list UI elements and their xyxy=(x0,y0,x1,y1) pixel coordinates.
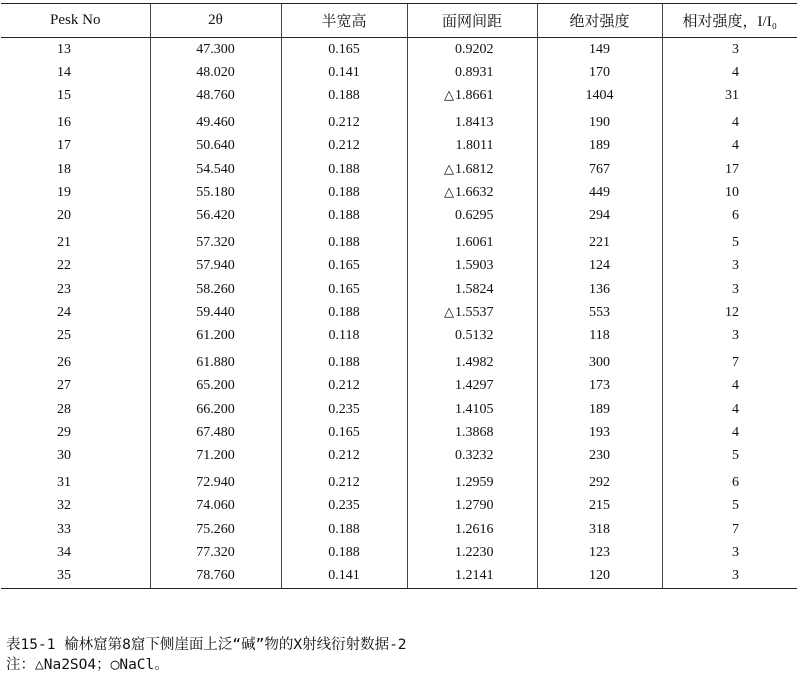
na2so4-marker-icon: △ xyxy=(444,185,454,201)
table-row xyxy=(1,228,797,254)
table-row xyxy=(1,421,797,444)
cell-peak-no: 14 xyxy=(57,65,71,81)
cell-d-spacing xyxy=(407,181,537,204)
table-row xyxy=(1,85,797,108)
cell-fwhm: 0.212 xyxy=(281,445,407,468)
caption-note: 注：△Na2SO4；◯NaCl。 xyxy=(6,657,169,673)
cell-peak-no: 20 xyxy=(57,208,71,224)
cell-d-spacing: 1.8011 xyxy=(407,135,537,158)
cell-relative-intensity: 3 xyxy=(662,541,797,564)
cell-peak-no: 26 xyxy=(57,354,71,370)
cell-two-theta: 61.200 xyxy=(150,325,281,348)
cell-relative-intensity: 3 xyxy=(662,38,797,62)
cell-two-theta: 66.200 xyxy=(150,398,281,421)
cell-fwhm: 0.165 xyxy=(281,255,407,278)
cell-fwhm: 0.141 xyxy=(281,61,407,84)
cell-absolute-intensity: 124 xyxy=(537,255,662,278)
d-spacing-value: 1.8661 xyxy=(455,88,494,104)
cell-relative-intensity: 7 xyxy=(662,348,797,374)
cell-peak-no: 24 xyxy=(57,304,71,320)
cell-two-theta: 50.640 xyxy=(150,135,281,158)
table-row xyxy=(1,565,797,589)
cell-peak-no: 19 xyxy=(57,185,71,201)
cell-fwhm: 0.188 xyxy=(281,205,407,228)
cell-two-theta: 57.320 xyxy=(150,228,281,254)
cell-peak-no: 27 xyxy=(57,378,71,394)
cell-absolute-intensity: 120 xyxy=(537,565,662,589)
d-spacing-value: 1.5537 xyxy=(455,304,494,320)
table-header-row xyxy=(1,4,797,38)
cell-d-spacing: 1.5824 xyxy=(407,278,537,301)
header-relative-intensity: 相对强度，I/I₀ xyxy=(662,4,797,38)
cell-absolute-intensity: 118 xyxy=(537,325,662,348)
cell-two-theta: 75.260 xyxy=(150,518,281,541)
cell-peak-no: 32 xyxy=(57,498,71,514)
cell-two-theta: 48.020 xyxy=(150,61,281,84)
cell-peak-no: 35 xyxy=(1,565,150,589)
caption-title: 表15-1 榆林窟第8窟下侧崖面上泛“碱”物的X射线衍射数据-2 xyxy=(6,637,407,653)
table-body xyxy=(1,38,797,589)
cell-peak-no: 30 xyxy=(57,448,71,464)
cell-d-spacing xyxy=(407,85,537,108)
cell-fwhm: 0.118 xyxy=(281,325,407,348)
cell-relative-intensity: 3 xyxy=(662,325,797,348)
cell-peak-no: 21 xyxy=(57,234,71,250)
header-absolute-intensity: 绝对强度 xyxy=(537,4,662,38)
cell-absolute-intensity: 294 xyxy=(537,205,662,228)
cell-d-spacing: 0.9202 xyxy=(407,38,537,62)
cell-relative-intensity: 4 xyxy=(662,61,797,84)
cell-fwhm: 0.165 xyxy=(281,278,407,301)
cell-d-spacing: 1.2790 xyxy=(407,494,537,517)
cell-d-spacing xyxy=(407,301,537,324)
cell-fwhm: 0.188 xyxy=(281,301,407,324)
table-row xyxy=(1,541,797,564)
cell-two-theta: 47.300 xyxy=(150,38,281,62)
cell-peak-no: 13 xyxy=(57,41,71,57)
header-peak-no: Pesk No xyxy=(1,4,150,38)
d-spacing-value: 1.6812 xyxy=(455,161,494,177)
cell-absolute-intensity: 149 xyxy=(537,38,662,62)
cell-d-spacing: 0.6295 xyxy=(407,205,537,228)
cell-absolute-intensity: 193 xyxy=(537,421,662,444)
cell-absolute-intensity: 300 xyxy=(537,348,662,374)
cell-two-theta: 67.480 xyxy=(150,421,281,444)
cell-two-theta: 71.200 xyxy=(150,445,281,468)
cell-absolute-intensity: 170 xyxy=(537,61,662,84)
table-row xyxy=(1,181,797,204)
cell-d-spacing: 1.4105 xyxy=(407,398,537,421)
cell-relative-intensity: 10 xyxy=(662,181,797,204)
cell-relative-intensity: 7 xyxy=(662,518,797,541)
table-row xyxy=(1,468,797,494)
table-row xyxy=(1,205,797,228)
table-row xyxy=(1,61,797,84)
cell-fwhm: 0.212 xyxy=(281,135,407,158)
cell-peak-no: 29 xyxy=(57,424,71,440)
header-d-spacing: 面网间距 xyxy=(407,4,537,38)
cell-relative-intensity: 5 xyxy=(662,445,797,468)
cell-peak-no: 28 xyxy=(57,401,71,417)
cell-peak-no: 23 xyxy=(57,281,71,297)
xrd-data-table xyxy=(1,3,797,589)
cell-absolute-intensity: 190 xyxy=(537,108,662,134)
cell-two-theta: 65.200 xyxy=(150,374,281,397)
cell-absolute-intensity: 173 xyxy=(537,374,662,397)
cell-two-theta: 59.440 xyxy=(150,301,281,324)
cell-two-theta: 57.940 xyxy=(150,255,281,278)
table-caption xyxy=(6,635,796,675)
header-two-theta: 2θ xyxy=(150,4,281,38)
cell-two-theta: 77.320 xyxy=(150,541,281,564)
cell-fwhm: 0.212 xyxy=(281,468,407,494)
header-fwhm: 半宽高 xyxy=(281,4,407,38)
cell-absolute-intensity: 1404 xyxy=(537,85,662,108)
cell-two-theta: 78.760 xyxy=(150,565,281,589)
cell-peak-no: 31 xyxy=(57,474,71,490)
cell-fwhm: 0.141 xyxy=(281,565,407,589)
cell-absolute-intensity: 189 xyxy=(537,135,662,158)
na2so4-marker-icon: △ xyxy=(444,161,454,177)
cell-absolute-intensity: 318 xyxy=(537,518,662,541)
xrd-data-table-container xyxy=(1,3,797,630)
cell-d-spacing: 1.2141 xyxy=(407,565,537,589)
cell-relative-intensity: 5 xyxy=(662,494,797,517)
cell-d-spacing: 1.2230 xyxy=(407,541,537,564)
cell-d-spacing: 1.3868 xyxy=(407,421,537,444)
cell-fwhm: 0.212 xyxy=(281,108,407,134)
cell-peak-no: 22 xyxy=(57,258,71,274)
cell-relative-intensity: 31 xyxy=(662,85,797,108)
cell-relative-intensity: 12 xyxy=(662,301,797,324)
cell-fwhm: 0.165 xyxy=(281,421,407,444)
cell-two-theta: 48.760 xyxy=(150,85,281,108)
cell-two-theta: 58.260 xyxy=(150,278,281,301)
cell-d-spacing: 1.8413 xyxy=(407,108,537,134)
cell-two-theta: 55.180 xyxy=(150,181,281,204)
cell-d-spacing: 1.2616 xyxy=(407,518,537,541)
table-row xyxy=(1,301,797,324)
cell-relative-intensity: 4 xyxy=(662,135,797,158)
cell-relative-intensity: 17 xyxy=(662,158,797,181)
d-spacing-value: 1.6632 xyxy=(455,185,494,201)
na2so4-marker-icon: △ xyxy=(444,304,454,320)
table-row xyxy=(1,348,797,374)
cell-absolute-intensity: 292 xyxy=(537,468,662,494)
cell-fwhm: 0.188 xyxy=(281,348,407,374)
cell-relative-intensity: 3 xyxy=(662,565,797,589)
cell-two-theta: 56.420 xyxy=(150,205,281,228)
cell-absolute-intensity: 189 xyxy=(537,398,662,421)
cell-d-spacing: 1.6061 xyxy=(407,228,537,254)
na2so4-marker-icon: △ xyxy=(444,88,454,104)
table-row xyxy=(1,398,797,421)
cell-fwhm: 0.165 xyxy=(281,38,407,62)
cell-absolute-intensity: 136 xyxy=(537,278,662,301)
table-row xyxy=(1,445,797,468)
table-row xyxy=(1,158,797,181)
cell-absolute-intensity: 230 xyxy=(537,445,662,468)
cell-peak-no: 25 xyxy=(57,328,71,344)
table-row xyxy=(1,135,797,158)
cell-fwhm: 0.235 xyxy=(281,398,407,421)
cell-absolute-intensity: 123 xyxy=(537,541,662,564)
cell-peak-no: 17 xyxy=(57,138,71,154)
table-row xyxy=(1,255,797,278)
cell-relative-intensity: 4 xyxy=(662,398,797,421)
cell-relative-intensity: 6 xyxy=(662,205,797,228)
cell-d-spacing: 1.2959 xyxy=(407,468,537,494)
cell-d-spacing: 0.5132 xyxy=(407,325,537,348)
table-row xyxy=(1,38,797,62)
cell-relative-intensity: 3 xyxy=(662,255,797,278)
table-row xyxy=(1,278,797,301)
cell-fwhm: 0.235 xyxy=(281,494,407,517)
table-row xyxy=(1,494,797,517)
cell-relative-intensity: 5 xyxy=(662,228,797,254)
cell-peak-no: 16 xyxy=(57,114,71,130)
table-row xyxy=(1,108,797,134)
cell-absolute-intensity: 767 xyxy=(537,158,662,181)
table-row xyxy=(1,518,797,541)
cell-peak-no: 34 xyxy=(57,544,71,560)
cell-d-spacing: 1.5903 xyxy=(407,255,537,278)
cell-relative-intensity: 4 xyxy=(662,108,797,134)
cell-fwhm: 0.212 xyxy=(281,374,407,397)
cell-fwhm: 0.188 xyxy=(281,541,407,564)
cell-d-spacing: 1.4982 xyxy=(407,348,537,374)
cell-two-theta: 61.880 xyxy=(150,348,281,374)
cell-two-theta: 54.540 xyxy=(150,158,281,181)
cell-peak-no: 18 xyxy=(57,161,71,177)
cell-fwhm: 0.188 xyxy=(281,181,407,204)
cell-relative-intensity: 4 xyxy=(662,421,797,444)
cell-two-theta: 49.460 xyxy=(150,108,281,134)
cell-peak-no: 33 xyxy=(57,521,71,537)
cell-absolute-intensity: 553 xyxy=(537,301,662,324)
table-row xyxy=(1,374,797,397)
cell-relative-intensity: 4 xyxy=(662,374,797,397)
cell-relative-intensity: 6 xyxy=(662,468,797,494)
cell-fwhm: 0.188 xyxy=(281,228,407,254)
cell-peak-no: 15 xyxy=(57,88,71,104)
cell-relative-intensity: 3 xyxy=(662,278,797,301)
cell-fwhm: 0.188 xyxy=(281,85,407,108)
cell-fwhm: 0.188 xyxy=(281,158,407,181)
cell-d-spacing xyxy=(407,158,537,181)
cell-two-theta: 74.060 xyxy=(150,494,281,517)
cell-two-theta: 72.940 xyxy=(150,468,281,494)
cell-absolute-intensity: 221 xyxy=(537,228,662,254)
cell-d-spacing: 0.3232 xyxy=(407,445,537,468)
cell-absolute-intensity: 215 xyxy=(537,494,662,517)
table-row xyxy=(1,325,797,348)
cell-d-spacing: 1.4297 xyxy=(407,374,537,397)
cell-d-spacing: 0.8931 xyxy=(407,61,537,84)
cell-fwhm: 0.188 xyxy=(281,518,407,541)
cell-absolute-intensity: 449 xyxy=(537,181,662,204)
